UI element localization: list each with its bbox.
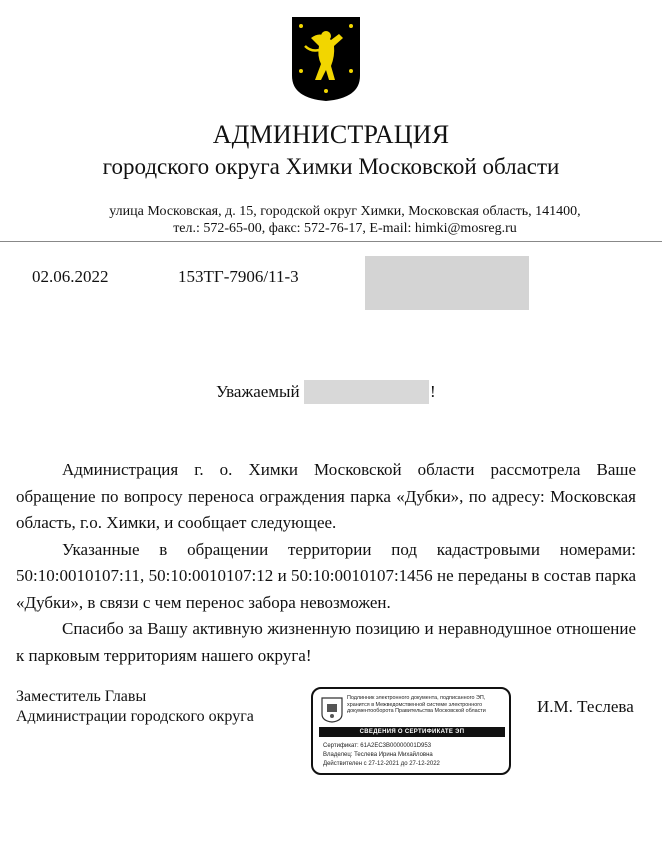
certificate-validity: Действителен с 27-12-2021 до 27-12-2022 [323, 761, 440, 767]
letter-body [16, 457, 636, 669]
organization-title: АДМИНИСТРАЦИЯ [212, 120, 450, 149]
document-number: 153ТГ-7906/11-3 [178, 267, 299, 286]
recipient-address-redaction [365, 256, 529, 310]
recipient-name-redaction [304, 380, 429, 404]
certificate-number: Сертификат: 61A2EC3B00000001D953 [323, 743, 432, 749]
address-line: улица Московская, д. 15, городской округ Химки, Московская область, 141400, [109, 204, 581, 219]
signer-name: И.М. Теслева [537, 697, 634, 716]
moscow-region-emblem-icon [321, 697, 343, 723]
electronic-signature-stamp [311, 687, 511, 775]
body-paragraph: Администрация г. о. Химки Московской области рассмотрела Ваше обращение по вопросу переноса ограждения парка «Дубки», по адресу: Московская область, г.о. Химки, и сообщает следующее. [16, 460, 636, 532]
signer-position-line: Заместитель Главы [16, 688, 147, 705]
stamp-header: Подлинник электронного документа, подписанного ЭП, хранится в Межведомственной системе электронного документооборота Правительства Московской области [347, 695, 486, 715]
body-paragraph: Спасибо за Вашу активную жизненную позицию и неравнодушное отношение к парковым территориям нашего округа! [16, 619, 636, 665]
greeting-suffix: ! [430, 382, 436, 401]
header-divider [0, 241, 662, 242]
contact-line: тел.: 572-65-00, факс: 572-76-17, E-mail: himki@mosreg.ru [173, 221, 517, 236]
body-paragraph: Указанные в обращении территории под кадастровыми номерами: 50:10:0010107:11, 50:10:0010107:12 и 50:10:0010107:1456 не переданы в состав парка «Дубки», в связи с чем перенос забора невозможен. [16, 539, 636, 612]
document-date: 02.06.2022 [32, 267, 109, 286]
greeting [0, 380, 662, 404]
certificate-owner: Владелец: Теслева Ирина Михайловна [323, 752, 433, 758]
coat-of-arms-icon [291, 16, 361, 102]
greeting-prefix: Уважаемый [216, 382, 300, 401]
signer-position-line: Администрации городского округа [16, 708, 254, 725]
organization-subtitle: городского округа Химки Московской области [102, 154, 560, 179]
signer-position [16, 687, 254, 727]
stamp-title-bar: СВЕДЕНИЯ О СЕРТИФИКАТЕ ЭП [319, 727, 505, 737]
